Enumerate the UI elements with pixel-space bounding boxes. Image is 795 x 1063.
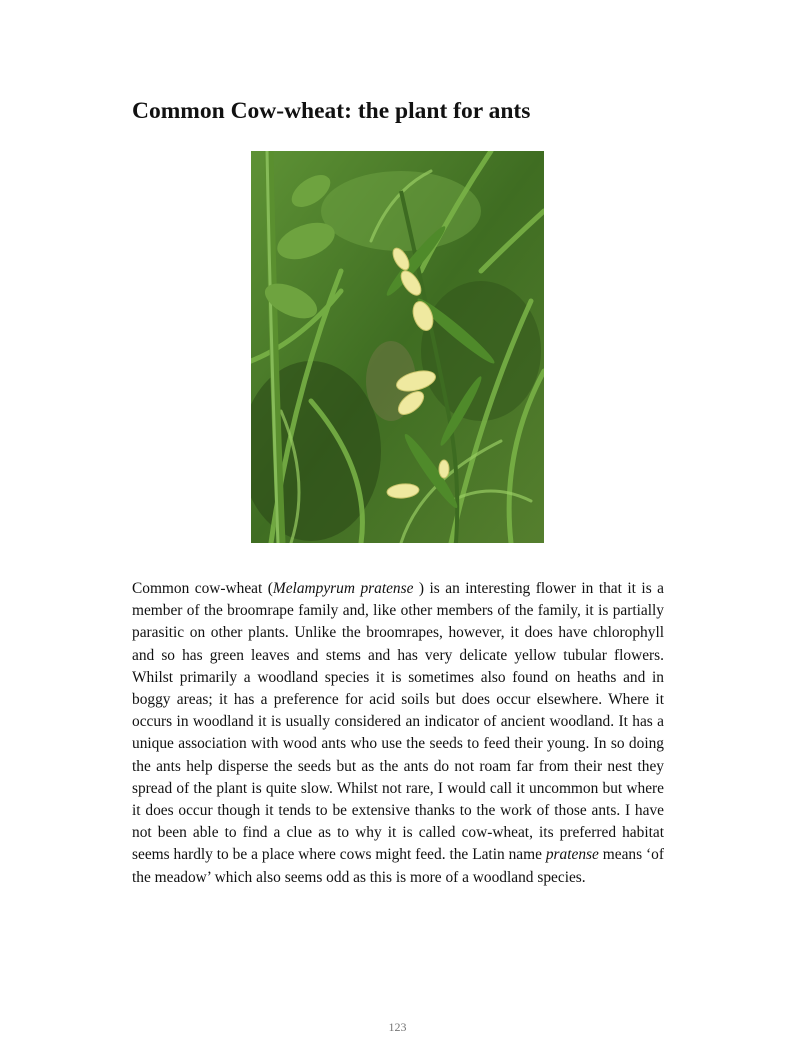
page-number: 123 [388,1020,407,1034]
latin-epithet: pratense [545,846,599,864]
latin-name: Melampyrum pratense [272,580,414,597]
body-part-2: means ‘of the meadow’ which also seems odd as this is more of a woodland species. [132,846,664,886]
page-title: Common Cow-wheat: the plant for ants [132,98,531,124]
plant-illustration [251,151,544,543]
body-part-1: ) is an interesting flower in that it is a member of the broomrape family and, like other members of the family, it is partially parasitic on other plants. Unlike the broomrapes, however, it does have chlorophyll and so has green leaves and stems and has very delicate yellow tubular flowers. Whilst primarily a woodland species it is sometimes also found on heaths and in boggy areas; it has a preference for acid soils but does occur elsewhere. Where it occurs in woodland it is usually considered an indicator of ancient woodland. It has a unique association with wood ants who use the seeds to feed their young. In so doing the ants help disperse the seeds but as the ants do not roam far from their nest they spread of the plant is quite slow. Whilst not rare, I would call it uncommon but where it does occur though it tends to be extensive thanks to the work of those ants. I have not been able to find a clue as to why it is called cow-wheat, its preferred habitat seems hardly to be a place where cows might feed. the Latin name [132,580,664,864]
body-paragraph [132,578,664,889]
body-intro: Common cow-wheat ( [132,580,273,597]
cow-wheat-photo [251,151,544,543]
